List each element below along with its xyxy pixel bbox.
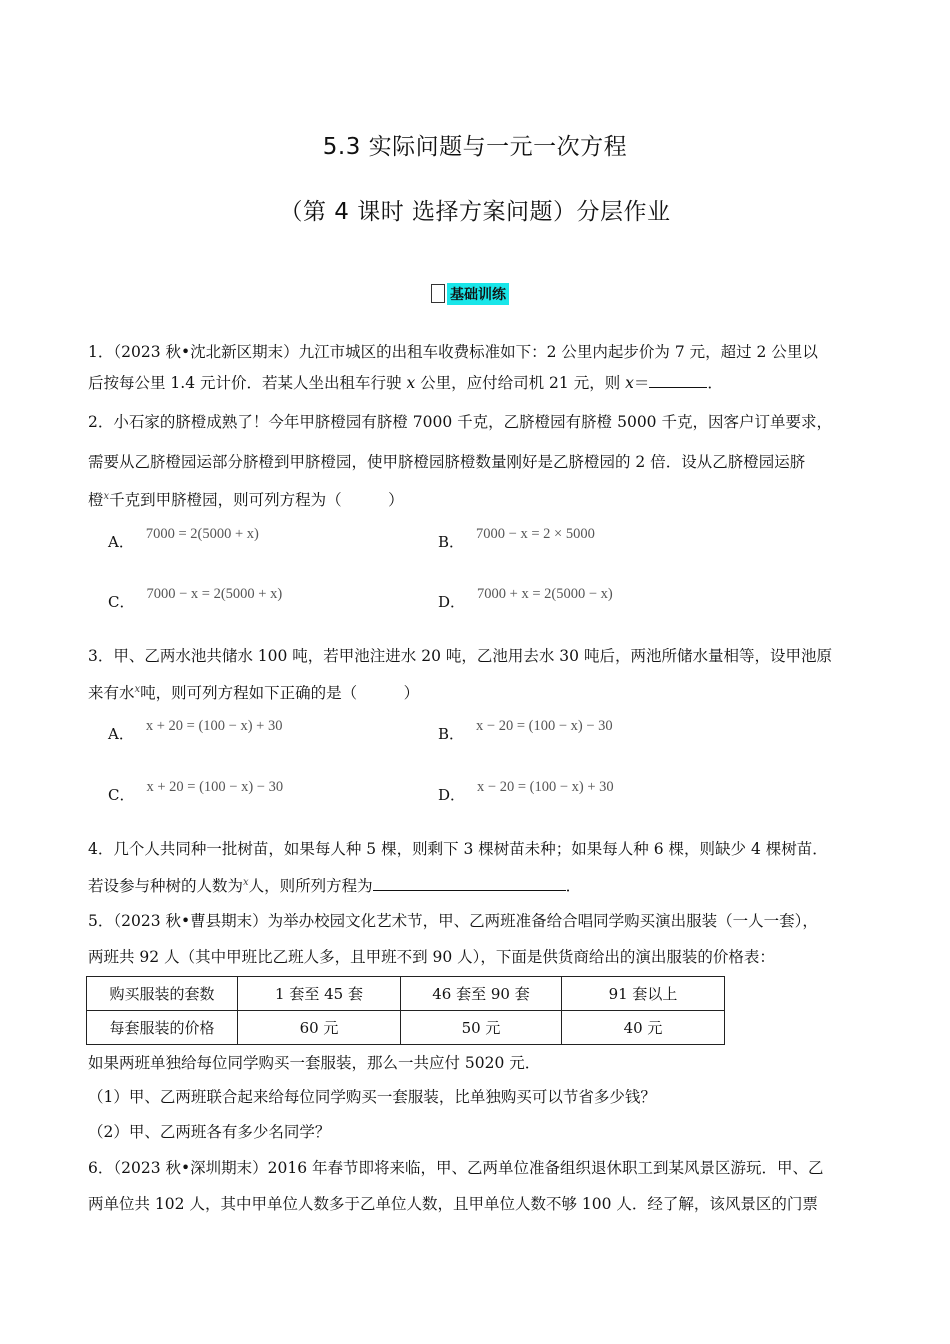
q6-line-2: 两单位共 102 人，其中甲单位人数多于乙单位人数，且甲单位人数不够 100 人．经了解，该风景区的门票 [88, 1195, 818, 1213]
table-cell: 每套服装的价格 [87, 1011, 238, 1045]
table-cell: 40 元 [562, 1011, 725, 1045]
option-label: B． [438, 533, 465, 551]
table-cell: 购买服装的套数 [87, 977, 238, 1011]
q4-text-b: 人，则所列方程为 [248, 877, 373, 895]
q4-line-2 [88, 874, 581, 900]
q5-sub-2: （2）甲、乙两班各有多少名同学？ [88, 1123, 331, 1141]
q1-answer-blank[interactable] [649, 371, 707, 388]
option-label: A． [108, 725, 134, 743]
table-cell: 1 套至 45 套 [238, 977, 401, 1011]
q1-text-b: 公里，应付给司机 21 元，则 [415, 374, 626, 392]
q3-text-b: 吨，则可列方程如下正确的是（ ） [140, 684, 420, 702]
table-cell: 91 套以上 [562, 977, 725, 1011]
q2-var: x [103, 491, 110, 502]
q2-text-b: 千克到甲脐橙园，则可列方程为（ ） [109, 491, 404, 509]
q3-text-a: 来有水 [88, 684, 135, 702]
title-line-2: （第 4 课时 选择方案问题）分层作业 [279, 199, 671, 225]
option-equation: x + 20 = (100 − x) − 30 [146, 779, 284, 795]
q3-option-a[interactable] [108, 718, 283, 746]
option-equation: 7000 − x = 2(5000 + x) [146, 586, 283, 602]
q1-var: x [406, 374, 416, 392]
option-label: A． [108, 533, 134, 551]
checkbox-icon [431, 284, 445, 303]
option-label: B． [438, 725, 465, 743]
q2-option-c[interactable] [108, 586, 283, 614]
q2-text-a: 橙 [88, 491, 104, 509]
q2-option-a[interactable] [108, 526, 259, 554]
table-row [87, 1011, 725, 1045]
q3-line-2 [88, 682, 419, 707]
option-label: C． [108, 786, 135, 804]
table-row [87, 977, 725, 1011]
table-cell: 60 元 [238, 1011, 401, 1045]
option-equation: x + 20 = (100 − x) + 30 [145, 718, 283, 734]
table-cell: 50 元 [401, 1011, 562, 1045]
price-table [86, 976, 725, 1045]
q3-var: x [134, 684, 141, 695]
q1-text-a: 后按每公里 1.4 元计价．若某人坐出租车行驶 [88, 374, 407, 392]
option-equation: 7000 + x = 2(5000 − x) [477, 586, 613, 602]
q2-option-b[interactable] [438, 526, 595, 554]
option-label: D． [438, 786, 466, 804]
table-cell: 46 套至 90 套 [401, 977, 562, 1011]
q2-line-1: 2．小石家的脐橙成熟了！今年甲脐橙园有脐橙 7000 千克，乙脐橙园有脐橙 5000 千克，因客户订单要求， [88, 413, 832, 431]
section-badge-label: 基础训练 [447, 283, 509, 305]
q5-sub-1: （1）甲、乙两班联合起来给每位同学购买一套服装，比单独购买可以节省多少钱？ [88, 1088, 656, 1106]
q4-line-1: 4．几个人共同种一批树苗，如果每人种 5 棵，则剩下 3 棵树苗未种；如果每人种 6 棵，则缺少 4 棵树苗． [88, 840, 828, 858]
q2-line-2: 需要从乙脐橙园运部分脐橙到甲脐橙园，使甲脐橙园脐橙数量刚好是乙脐橙园的 2 倍．设从乙脐橙园运脐 [88, 453, 806, 471]
q1-line-2 [88, 371, 723, 394]
q1-var-2: x [625, 374, 634, 392]
q1-line-1: 1．（2023 秋•沈北新区期末）九江市城区的出租车收费标准如下：2 公里内起步价为 7 元，超过 2 公里以 [88, 343, 818, 361]
q4-var: x [243, 877, 249, 888]
option-equation: x − 20 = (100 − x) − 30 [476, 718, 613, 734]
q1-text-d: ． [707, 374, 723, 392]
option-label: D． [438, 593, 466, 611]
q2-option-d[interactable] [438, 586, 613, 614]
q6-line-1: 6．（2023 秋•深圳期末）2016 年春节即将来临，甲、乙两单位准备组织退休职工到某风景区游玩．甲、乙 [88, 1159, 824, 1177]
q3-option-c[interactable] [108, 779, 284, 807]
q5-line-3: 如果两班单独给每位同学购买一套服装，那么一共应付 5020 元． [88, 1054, 541, 1072]
option-equation: x − 20 = (100 − x) + 30 [477, 779, 614, 795]
q3-option-d[interactable] [438, 779, 614, 807]
title-line-1: 5.3 实际问题与一元一次方程 [322, 134, 628, 160]
q4-text-a: 若设参与种树的人数为 [88, 877, 244, 895]
q4-answer-blank[interactable] [373, 874, 566, 891]
section-badge [431, 283, 509, 304]
q3-line-1: 3．甲、乙两水池共储水 100 吨，若甲池注进水 20 吨，乙池用去水 30 吨后，两池所储水量相等，设甲池原 [88, 647, 832, 665]
option-equation: 7000 = 2(5000 + x) [145, 526, 259, 542]
q5-line-1: 5．（2023 秋•曹县期末）为举办校园文化艺术节，甲、乙两班准备给合唱同学购买演出服装（一人一套）， [88, 912, 818, 930]
q2-line-3 [88, 489, 404, 514]
q1-text-c: ＝ [633, 374, 650, 392]
option-equation: 7000 − x = 2 × 5000 [476, 526, 595, 542]
option-label: C． [108, 593, 135, 611]
q4-text-c: ． [565, 877, 582, 895]
q3-option-b[interactable] [438, 718, 613, 746]
q5-line-2: 两班共 92 人（其中甲班比乙班人多，且甲班不到 90 人），下面是供货商给出的演出服装的价格表： [88, 948, 775, 966]
